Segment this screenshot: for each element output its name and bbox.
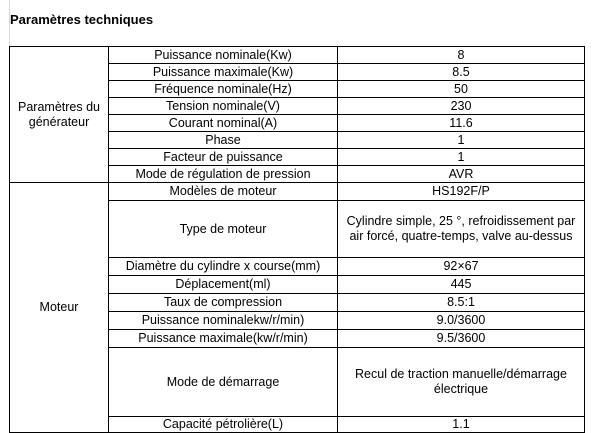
spec-name: Courant nominal(A) — [109, 115, 338, 132]
spec-name: Fréquence nominale(Hz) — [109, 81, 338, 98]
spec-value: AVR — [338, 166, 585, 183]
spec-name: Facteur de puissance — [109, 149, 338, 166]
spec-value: 92×67 — [338, 258, 585, 276]
group-cell-generator: Paramètres du générateur — [10, 47, 109, 183]
spec-name: Déplacement(ml) — [109, 276, 338, 294]
spec-value: 1 — [338, 132, 585, 149]
spec-name: Puissance maximale(Kw) — [109, 64, 338, 81]
spec-value: 8 — [338, 47, 585, 64]
spec-name: Puissance nominale(Kw) — [109, 47, 338, 64]
spec-value: Cylindre simple, 25 °, refroidissement par air forcé, quatre-temps, valve au-dessus — [338, 201, 585, 258]
spec-value: Recul de traction manuelle/démarrage électrique — [338, 348, 585, 417]
spec-name: Puissance nominalekw/r/min) — [109, 312, 338, 330]
table-row — [10, 47, 585, 64]
spec-value: 9.0/3600 — [338, 312, 585, 330]
spec-value: 50 — [338, 81, 585, 98]
page-title: Paramètres techniques — [10, 12, 154, 27]
spec-name: Type de moteur — [109, 201, 338, 258]
spec-name: Capacité pétrolière(L) — [109, 417, 338, 433]
spec-value: 1 — [338, 149, 585, 166]
spec-name: Mode de régulation de pression — [109, 166, 338, 183]
spec-name: Puissance maximale(kw/r/min) — [109, 330, 338, 348]
spec-name: Mode de démarrage — [109, 348, 338, 417]
spec-name: Phase — [109, 132, 338, 149]
spec-name: Taux de compression — [109, 294, 338, 312]
table-row — [10, 183, 585, 201]
spec-name: Diamètre du cylindre x course(mm) — [109, 258, 338, 276]
spec-value: 9.5/3600 — [338, 330, 585, 348]
spec-value: 11.6 — [338, 115, 585, 132]
spec-value: 8.5:1 — [338, 294, 585, 312]
spec-value: 445 — [338, 276, 585, 294]
spec-name: Modèles de moteur — [109, 183, 338, 201]
spec-name: Tension nominale(V) — [109, 98, 338, 115]
spec-table — [9, 46, 585, 433]
spec-value: 230 — [338, 98, 585, 115]
spec-value: 1.1 — [338, 417, 585, 433]
spec-value: HS192F/P — [338, 183, 585, 201]
group-cell-engine: Moteur — [10, 183, 109, 433]
spec-value: 8.5 — [338, 64, 585, 81]
